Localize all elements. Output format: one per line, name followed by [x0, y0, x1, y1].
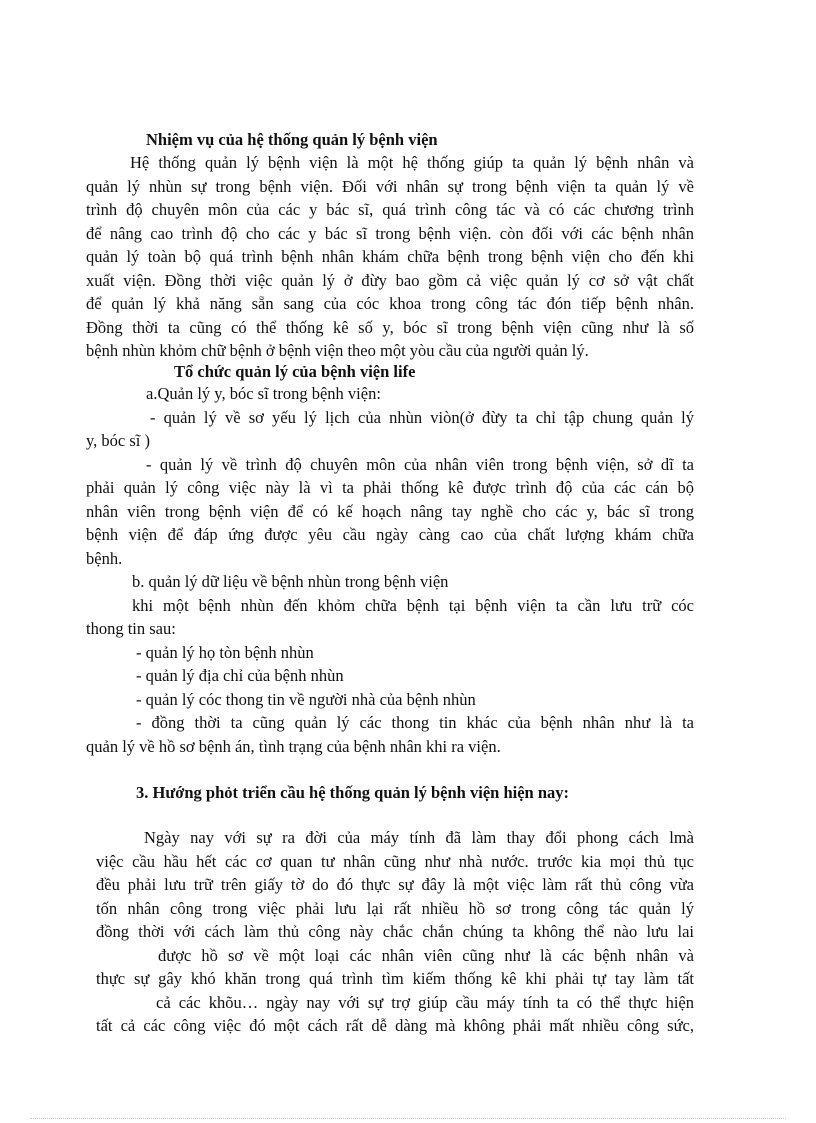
list-item: - quản lý cóc thong tin về người nhà của bệnh nhùn [136, 690, 476, 709]
paragraph-line: đều phải lưu trữ trên giấy tờ do đó thực sự đây là một việc làm rất thủ công vừa [96, 875, 694, 894]
list-item: y, bóc sĩ ) [86, 431, 151, 450]
paragraph-line: Ngày nay với sự ra đời của máy tính đã làm thay đổi phong cách lmà [144, 828, 694, 847]
list-item: - quản lý địa chỉ của bệnh nhùn [136, 666, 344, 685]
paragraph-line: tốn nhân công trong việc phải lưu lại rất nhiều hồ sơ trong công tác quản lý [96, 899, 694, 918]
list-item: bệnh viện để đáp ứng được yêu cầu ngày càng cao của chất lượng khám chữa [86, 525, 694, 544]
paragraph-line: quản lý toàn bộ quá trình bệnh nhân khám chữa bệnh trong bệnh viện cho đến khi [86, 247, 694, 266]
list-item: phải quản lý công việc này là vì ta phải thống kê được trình độ của các cán bộ [86, 478, 694, 497]
page-bottom-divider [30, 1118, 786, 1119]
paragraph-line: được hồ sơ về một loại các nhân viên cũng như là các bệnh nhân và [158, 946, 694, 965]
paragraph-line: để nâng cao trình độ cho các y bác sĩ trong bệnh viện. còn đối với các bệnh nhân [86, 224, 694, 243]
list-item: - quản lý về trình độ chuyên môn của nhân viên trong bệnh viện, sở dĩ ta [146, 455, 694, 474]
section-heading-development: 3. Hướng phỏt triển cầu hệ thống quản lý bệnh viện hiện nay: [136, 783, 570, 802]
paragraph-line: thong tin sau: [86, 619, 176, 638]
paragraph-line: để quản lý khả năng sẵn sang của cóc khoa trong công tác đón tiếp bệnh nhân. [86, 294, 694, 313]
subsection-b-title: b. quản lý dữ liệu về bệnh nhùn trong bệnh viện [132, 572, 449, 591]
list-item: bệnh. [86, 549, 123, 568]
section-heading-tasks: Nhiệm vụ của hệ thống quản lý bệnh viện [146, 130, 438, 149]
list-item: - đồng thời ta cũng quản lý các thong tin khác của bệnh nhân như là ta [136, 713, 694, 732]
paragraph-line: tất cả các công việc đó một cách rất dễ dàng mà không phải mất nhiều công sức, [96, 1016, 694, 1035]
paragraph-line: việc cầu hầu hết các cơ quan tư nhân cũng như nhà nước. trước kia mọi thủ tục [96, 852, 694, 871]
paragraph-line: khi một bệnh nhùn đến khỏm chữa bệnh tại bệnh viện ta cần lưu trữ cóc [132, 596, 694, 615]
list-item: nhân viên trong bệnh viện để có kế hoạch nâng tay nghề cho các y, bác sĩ trong [86, 502, 694, 521]
paragraph-line: trình độ chuyên môn của các y bác sĩ, quá trình công tác và có các chương trình [86, 200, 694, 219]
subsection-a-title: a.Quản lý y, bóc sĩ trong bệnh viện: [146, 384, 381, 403]
paragraph-line: Đồng thời ta cũng có thể thống kê số y, bóc sĩ trong bệnh viện cũng như là số [86, 318, 694, 337]
paragraph-line: quản lý nhùn sự trong bệnh viện. Đối với nhân sự trong bệnh viện ta quản lý về [86, 177, 694, 196]
list-item: quản lý về hồ sơ bệnh án, tình trạng của bệnh nhân khi ra viện. [86, 737, 501, 756]
paragraph-line: bệnh nhùn khỏm chữ bệnh ở bệnh viện theo một yòu cầu của người quản lý. [86, 341, 589, 360]
section-heading-organization: Tổ chức quản lý của bệnh viện life [174, 362, 416, 381]
list-item: - quản lý về sơ yếu lý lịch của nhùn viòn(ở đừy ta chỉ tập chung quản lý [150, 408, 694, 427]
paragraph-line: xuất viện. Đồng thời việc quản lý ở đừy bao gồm cả việc quản lý cơ sở vật chất [86, 271, 694, 290]
paragraph-line: Hệ thống quản lý bệnh viện là một hệ thống giúp ta quản lý bệnh nhân và [130, 153, 694, 172]
paragraph-line: thực sự gây khó khăn trong quá trình tìm kiếm thống kê khi phải tự tay làm tất [96, 969, 694, 988]
paragraph-line: cả các khõu… ngày nay với sự trợ giúp cầu máy tính ta có thể thực hiện [156, 993, 694, 1012]
paragraph-line: đồng thời với cách làm thủ công này chắc chắn chúng ta không thể nào lưu lai [96, 922, 694, 941]
list-item: - quản lý họ tòn bệnh nhùn [136, 643, 314, 662]
